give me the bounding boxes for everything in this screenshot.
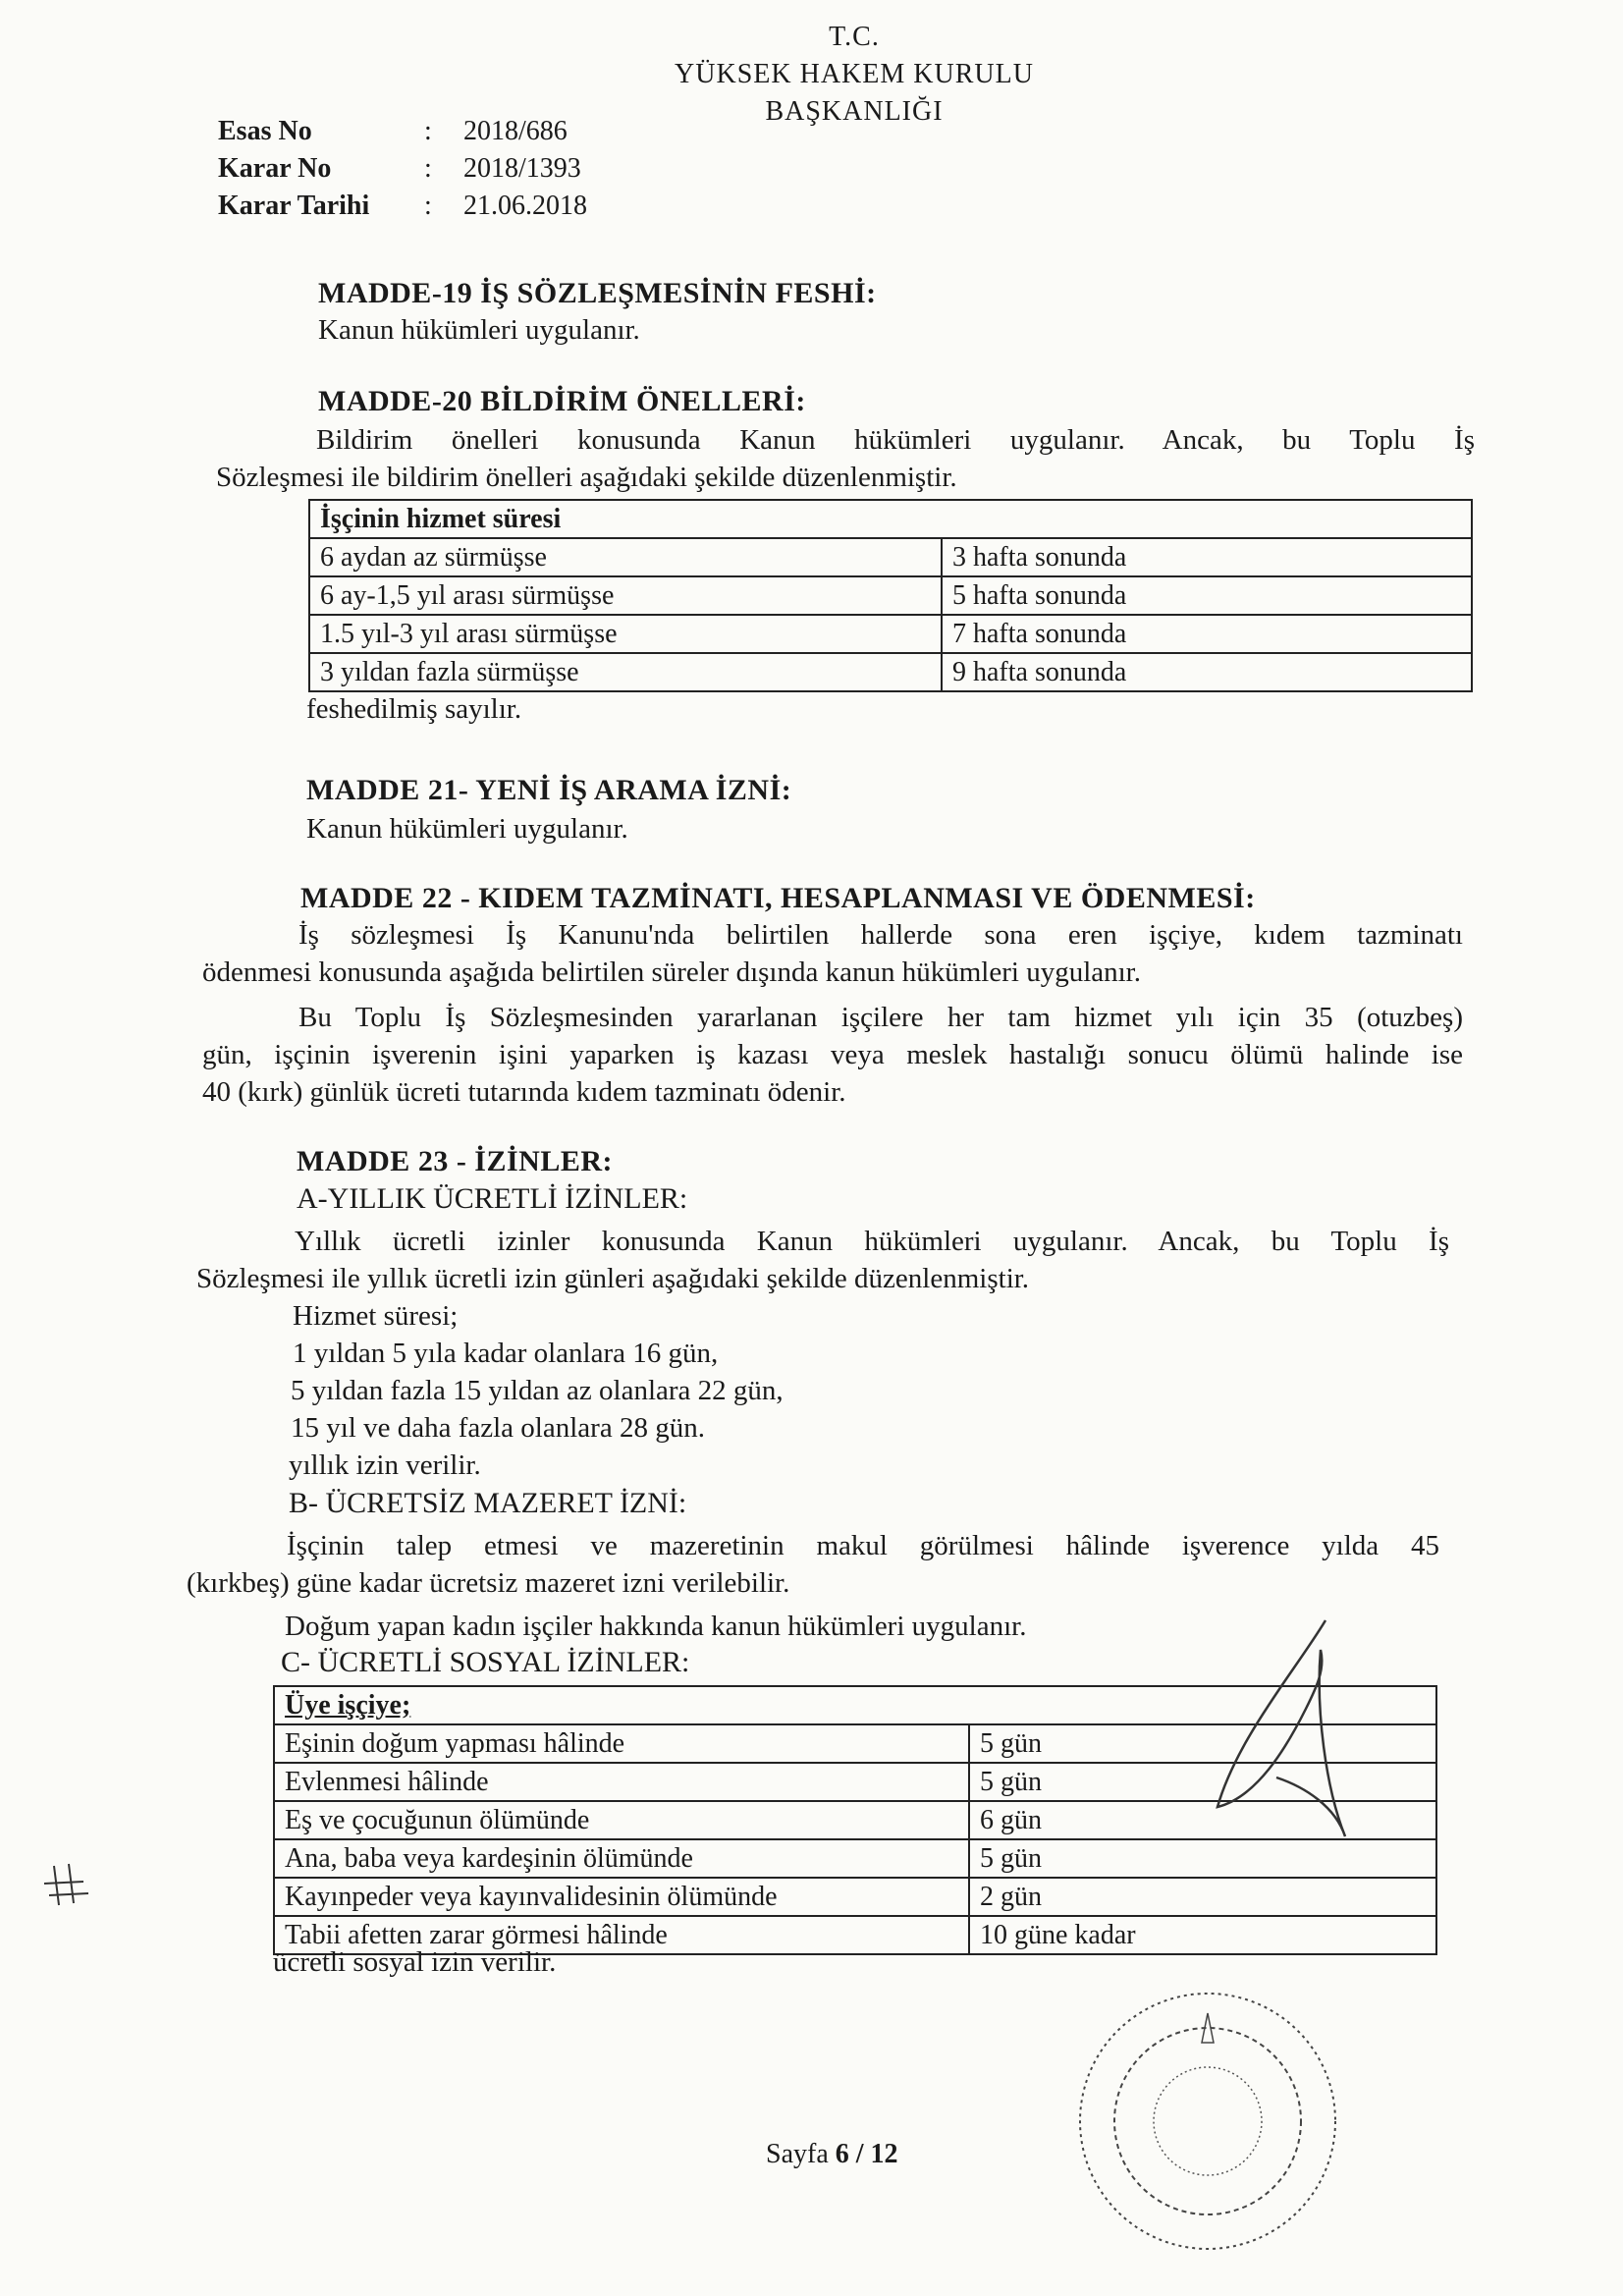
madde-19-body: Kanun hükümleri uygulanır. bbox=[318, 314, 640, 346]
meta-label: Esas No bbox=[218, 116, 312, 146]
madde-20-body-line2: Sözleşmesi ile bildirim önelleri aşağıdaki şekilde düzenlenmiştir. bbox=[216, 462, 957, 493]
table-header: İşçinin hizmet süresi bbox=[309, 500, 1472, 538]
page-prefix: Sayfa bbox=[766, 2139, 836, 2169]
table-cell: Evlenmesi hâlinde bbox=[274, 1763, 969, 1801]
table-cell: 10 güne kadar bbox=[969, 1916, 1436, 1954]
meta-label: Karar No bbox=[218, 153, 332, 184]
madde-22-line2: ödenmesi konusunda aşağıda belirtilen süreler dışında kanun hükümleri uygulanır. bbox=[202, 957, 1141, 988]
table-row bbox=[309, 576, 1472, 615]
meta-label: Karar Tarihi bbox=[218, 191, 370, 221]
table-cell: 7 hafta sonunda bbox=[942, 615, 1472, 653]
meta-karar-no: Karar No : 2018/1393 bbox=[218, 153, 581, 184]
section-a-line7: yıllık izin verilir. bbox=[289, 1449, 481, 1481]
section-a-line1: Yıllık ücretli izinler konusunda Kanun hükümleri uygulanır. Ancak, bu Toplu İş bbox=[295, 1226, 1449, 1257]
table-cell: 5 gün bbox=[969, 1839, 1436, 1878]
header-tc: T.C. bbox=[829, 22, 880, 52]
madde-22-line1: İş sözleşmesi İş Kanunu'nda belirtilen hallerde sona eren işçiye, kıdem tazminatı bbox=[298, 919, 1463, 951]
handwritten-signature bbox=[1178, 1591, 1375, 1866]
meta-karar-tarihi: Karar Tarihi : 21.06.2018 bbox=[218, 191, 587, 221]
table-cell: 6 aydan az sürmüşse bbox=[309, 538, 942, 576]
meta-value: 2018/1393 bbox=[463, 153, 581, 184]
header-institution: YÜKSEK HAKEM KURULU bbox=[675, 59, 1034, 89]
table-header: Üye işçiye; bbox=[274, 1686, 1436, 1724]
table-cell: Tabii afetten zarar görmesi hâlinde bbox=[274, 1916, 969, 1954]
table-cell: 6 ay-1,5 yıl arası sürmüşse bbox=[309, 576, 942, 615]
margin-initial bbox=[39, 1856, 108, 1915]
madde-22-line5: 40 (kırk) günlük ücreti tutarında kıdem tazminatı ödenir. bbox=[202, 1076, 846, 1108]
section-c-after: ücretli sosyal izin verilir. bbox=[273, 1946, 557, 1978]
section-b-line2: (kırkbeş) güne kadar ücretsiz mazeret izni verilebilir. bbox=[187, 1567, 790, 1599]
table-cell: 1.5 yıl-3 yıl arası sürmüşse bbox=[309, 615, 942, 653]
meta-value: 2018/686 bbox=[463, 116, 568, 146]
table-cell: 5 hafta sonunda bbox=[942, 576, 1472, 615]
table-cell: 3 hafta sonunda bbox=[942, 538, 1472, 576]
table-row bbox=[309, 653, 1472, 691]
table-row bbox=[274, 1878, 1436, 1916]
madde-20-title: MADDE-20 BİLDİRİM ÖNELLERİ: bbox=[318, 385, 806, 417]
madde-21-body: Kanun hükümleri uygulanır. bbox=[306, 813, 628, 845]
meta-esas-no: Esas No : 2018/686 bbox=[218, 116, 568, 146]
table-cell: 2 gün bbox=[969, 1878, 1436, 1916]
table-cell: Eş ve çocuğunun ölümünde bbox=[274, 1801, 969, 1839]
page-separator: / bbox=[848, 2139, 871, 2169]
table-cell: 5 gün bbox=[969, 1724, 1436, 1763]
section-a-line6: 15 yıl ve daha fazla olanlara 28 gün. bbox=[291, 1412, 705, 1444]
madde-23-title: MADDE 23 - İZİNLER: bbox=[297, 1145, 614, 1177]
page-total: 12 bbox=[870, 2139, 898, 2169]
table-cell: Kayınpeder veya kayınvalidesinin ölümünde bbox=[274, 1878, 969, 1916]
section-a-line5: 5 yıldan fazla 15 yıldan az olanlara 22 gün, bbox=[291, 1375, 784, 1406]
madde-21-title: MADDE 21- YENİ İŞ ARAMA İZNİ: bbox=[306, 774, 792, 806]
madde-22-line3: Bu Toplu İş Sözleşmesinden yararlanan işçilere her tam hizmet yılı için 35 (otuzbeş) bbox=[298, 1002, 1463, 1033]
section-c-title: C- ÜCRETLİ SOSYAL İZİNLER: bbox=[281, 1646, 690, 1678]
notice-period-table bbox=[308, 499, 1473, 692]
header-presidency: BAŞKANLIĞI bbox=[765, 96, 944, 127]
table-cell: Eşinin doğum yapması hâlinde bbox=[274, 1724, 969, 1763]
madde-22-line4: gün, işçinin işverenin işini yaparken iş kazası veya meslek hastalığı sonucu ölümü halinde ise bbox=[202, 1039, 1463, 1070]
section-a-line4: 1 yıldan 5 yıla kadar olanlara 16 gün, bbox=[293, 1338, 719, 1369]
table-row bbox=[309, 615, 1472, 653]
section-a-title: A-YILLIK ÜCRETLİ İZİNLER: bbox=[297, 1182, 688, 1215]
official-seal bbox=[1060, 1974, 1355, 2269]
table-cell: 5 gün bbox=[969, 1763, 1436, 1801]
table-cell: 6 gün bbox=[969, 1801, 1436, 1839]
page-current: 6 bbox=[835, 2139, 849, 2169]
table-row bbox=[309, 538, 1472, 576]
section-a-line3: Hizmet süresi; bbox=[293, 1300, 459, 1332]
section-b-title: B- ÜCRETSİZ MAZERET İZNİ: bbox=[289, 1487, 687, 1519]
madde-19-title: MADDE-19 İŞ SÖZLEŞMESİNİN FESHİ: bbox=[318, 277, 877, 309]
meta-value: 21.06.2018 bbox=[463, 191, 587, 221]
madde-22-title: MADDE 22 - KIDEM TAZMİNATI, HESAPLANMASI VE ÖDENMESİ: bbox=[300, 882, 1256, 914]
section-b-line1: İşçinin talep etmesi ve mazeretinin makul görülmesi hâlinde işverence yılda 45 bbox=[287, 1530, 1439, 1561]
page-number bbox=[766, 2139, 898, 2170]
table-cell: 3 yıldan fazla sürmüşse bbox=[309, 653, 942, 691]
section-a-line2: Sözleşmesi ile yıllık ücretli izin günleri aşağıdaki şekilde düzenlenmiştir. bbox=[196, 1263, 1030, 1294]
madde-20-after: feshedilmiş sayılır. bbox=[306, 693, 522, 725]
table-cell: Ana, baba veya kardeşinin ölümünde bbox=[274, 1839, 969, 1878]
section-b-line3: Doğum yapan kadın işçiler hakkında kanun hükümleri uygulanır. bbox=[285, 1611, 1027, 1642]
table-cell: 9 hafta sonunda bbox=[942, 653, 1472, 691]
madde-20-body-line1: Bildirim önelleri konusunda Kanun hükümleri uygulanır. Ancak, bu Toplu İş bbox=[316, 424, 1475, 456]
